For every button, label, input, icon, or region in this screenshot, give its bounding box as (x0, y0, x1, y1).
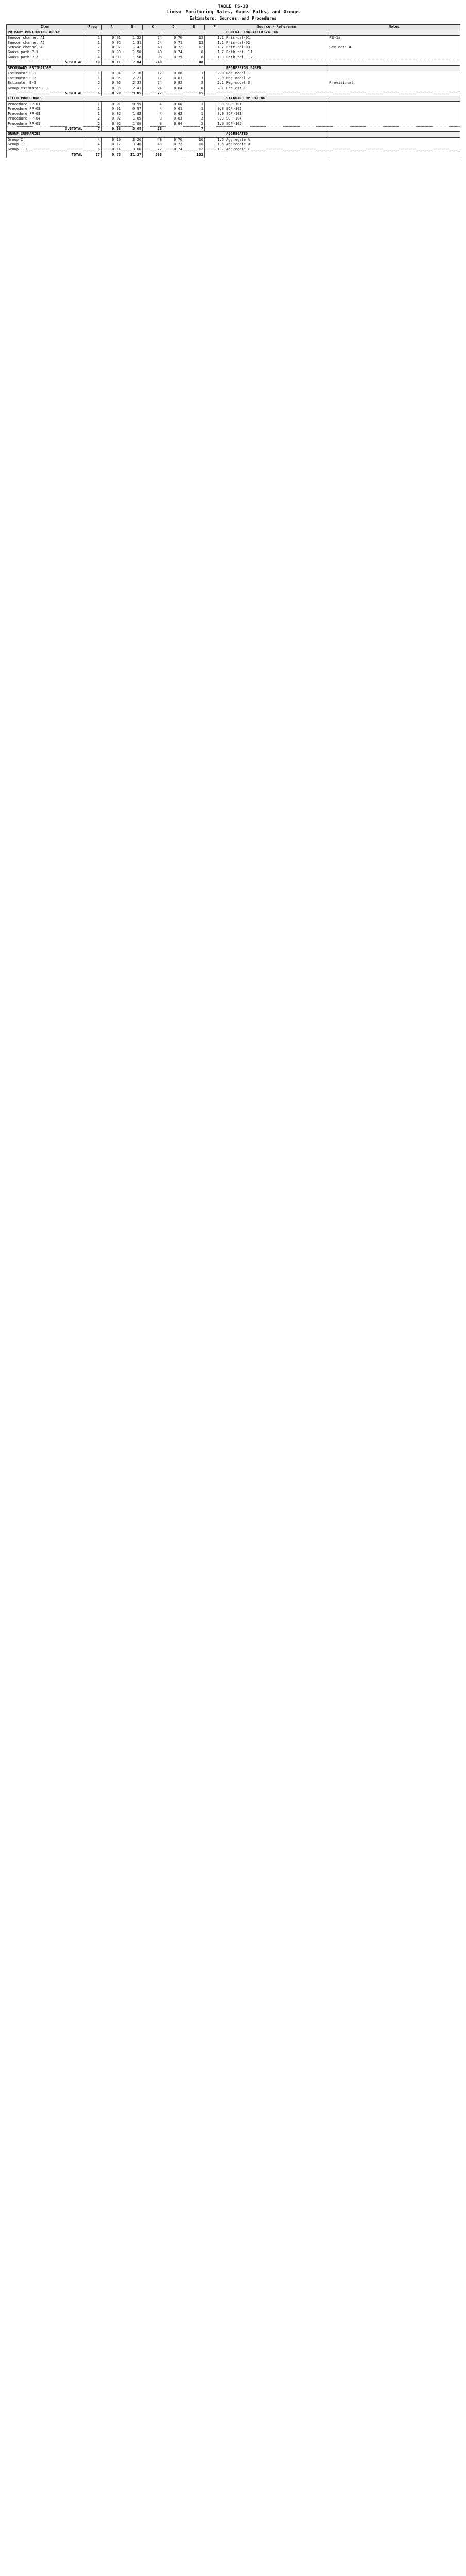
cell-freq: 1 (84, 76, 102, 81)
cell-e: 12 (184, 41, 205, 45)
cell-b: 2.41 (122, 86, 143, 91)
cell-notes: Provisional (328, 81, 460, 86)
cell-item: Procedure FP-02 (7, 107, 84, 111)
cell-c: 4 (143, 101, 163, 107)
cell-item: Group II (7, 142, 84, 147)
cell-item: Gauss path P-2 (7, 55, 84, 60)
cell-freq: 4 (84, 137, 102, 142)
column-header: C (143, 25, 163, 30)
cell-a: 0.05 (102, 76, 122, 81)
cell-e: 10 (184, 137, 205, 142)
cell-notes: FS-1a (328, 36, 460, 41)
cell-d: 0.72 (163, 142, 184, 147)
cell-d: 0.62 (163, 112, 184, 116)
cell-src: Reg-model 2 (225, 76, 328, 81)
column-header: Notes (328, 25, 460, 30)
table-row (7, 41, 460, 45)
cell-a: 0.02 (102, 45, 122, 50)
cell-item: Estimator E-3 (7, 81, 84, 86)
cell-src (225, 127, 328, 132)
cell-e: 3 (184, 81, 205, 86)
cell-src: Grp-est 1 (225, 86, 328, 91)
cell-f: 2.0 (205, 71, 225, 76)
cell-e: 1 (184, 101, 205, 107)
column-header: Freq (84, 25, 102, 30)
cell-c: 4 (143, 112, 163, 116)
cell-c: 508 (143, 152, 163, 158)
cell-freq: 1 (84, 107, 102, 111)
cell-e: 6 (184, 86, 205, 91)
cell-notes (328, 60, 460, 65)
cell-e: 12 (184, 147, 205, 152)
cell-f: 1.0 (205, 122, 225, 127)
cell-d: 0.71 (163, 41, 184, 45)
cell-freq: 6 (84, 91, 102, 96)
column-header: B (122, 25, 143, 30)
table-row (7, 101, 460, 107)
cell-c: 8 (143, 116, 163, 121)
cell-b: 1.23 (122, 36, 143, 41)
cell-d: 0.70 (163, 137, 184, 142)
cell-freq: 2 (84, 45, 102, 50)
cell-item: Procedure FP-05 (7, 122, 84, 127)
cell-e: 12 (184, 36, 205, 41)
section-title: FIELD PROCEDURES (7, 96, 225, 101)
cell-c: 72 (143, 147, 163, 152)
section-header-row (7, 132, 460, 137)
cell-e: 2 (184, 122, 205, 127)
cell-notes (328, 107, 460, 111)
cell-a: 0.75 (102, 152, 122, 158)
cell-freq: 2 (84, 50, 102, 55)
cell-freq: 10 (84, 60, 102, 65)
cell-f: 0.9 (205, 116, 225, 121)
cell-e: 15 (184, 91, 205, 96)
table-row (7, 137, 460, 142)
cell-c: 24 (143, 81, 163, 86)
cell-b: 1.05 (122, 116, 143, 121)
cell-e: 7 (184, 127, 205, 132)
cell-f: 1.7 (205, 147, 225, 152)
cell-a: 0.02 (102, 122, 122, 127)
cell-item: Sensor channel A1 (7, 36, 84, 41)
cell-b: 1.42 (122, 45, 143, 50)
section-notes (328, 30, 460, 35)
cell-b: 0.95 (122, 101, 143, 107)
cell-f (205, 127, 225, 132)
cell-b: 1.58 (122, 55, 143, 60)
section-title: GROUP SUMMARIES (7, 132, 225, 137)
cell-b: 5.08 (122, 127, 143, 132)
table-row (7, 147, 460, 152)
cell-src (225, 152, 328, 158)
cell-c: 12 (143, 76, 163, 81)
cell-src: SOP-105 (225, 122, 328, 127)
cell-c: 48 (143, 50, 163, 55)
cell-notes (328, 101, 460, 107)
cell-src: Prim-cal-02 (225, 41, 328, 45)
cell-src: Aggregate A (225, 137, 328, 142)
section-header-row (7, 65, 460, 71)
section-source: AGGREGATED (225, 132, 328, 137)
cell-src: Reg-model 3 (225, 81, 328, 86)
cell-d (163, 127, 184, 132)
section-title: SECONDARY ESTIMATORS (7, 65, 225, 71)
document-title (6, 4, 460, 21)
cell-e: 102 (184, 152, 205, 158)
cell-freq: 2 (84, 81, 102, 86)
cell-e: 3 (184, 76, 205, 81)
cell-b: 1.31 (122, 41, 143, 45)
cell-item: Procedure FP-04 (7, 116, 84, 121)
cell-src: Prim-cal-03 (225, 45, 328, 50)
section-header-row (7, 30, 460, 35)
cell-a: 0.14 (102, 147, 122, 152)
document-page (6, 4, 460, 158)
cell-src: Path ref. 12 (225, 55, 328, 60)
cell-b: 2.33 (122, 81, 143, 86)
title-line-3: Estimators, Sources, and Procedures (189, 15, 277, 21)
table-row (7, 71, 460, 76)
cell-a: 0.01 (102, 107, 122, 111)
cell-c: 12 (143, 71, 163, 76)
cell-f: 2.1 (205, 81, 225, 86)
cell-freq: 1 (84, 112, 102, 116)
subtotal-row (7, 127, 460, 132)
column-header: Item (7, 25, 84, 30)
cell-e: 6 (184, 55, 205, 60)
table-row (7, 116, 460, 121)
section-notes (328, 132, 460, 137)
cell-item: SUBTOTAL (7, 91, 84, 96)
cell-c: 96 (143, 55, 163, 60)
cell-freq: 1 (84, 71, 102, 76)
cell-src: Prim-cal-01 (225, 36, 328, 41)
cell-a: 0.01 (102, 36, 122, 41)
cell-b: 1.02 (122, 112, 143, 116)
cell-src: Aggregate B (225, 142, 328, 147)
cell-freq: 4 (84, 55, 102, 60)
cell-freq: 2 (84, 116, 102, 121)
cell-f: 0.8 (205, 101, 225, 107)
cell-c: 48 (143, 45, 163, 50)
table-row (7, 36, 460, 41)
cell-f (205, 91, 225, 96)
cell-notes (328, 122, 460, 127)
cell-notes (328, 50, 460, 55)
cell-d: 0.81 (163, 76, 184, 81)
cell-f: 1.3 (205, 55, 225, 60)
cell-item: Group III (7, 147, 84, 152)
cell-freq: 1 (84, 36, 102, 41)
cell-notes (328, 147, 460, 152)
section-notes (328, 96, 460, 101)
cell-a: 0.02 (102, 41, 122, 45)
cell-item: Estimator E-1 (7, 71, 84, 76)
cell-item: SUBTOTAL (7, 60, 84, 65)
cell-b: 3.20 (122, 137, 143, 142)
cell-d (163, 152, 184, 158)
cell-src: SOP-102 (225, 107, 328, 111)
cell-d: 0.63 (163, 116, 184, 121)
cell-f: 1.1 (205, 41, 225, 45)
cell-c: 24 (143, 36, 163, 41)
cell-notes (328, 55, 460, 60)
cell-f: 0.8 (205, 107, 225, 111)
cell-d: 0.74 (163, 147, 184, 152)
cell-notes: See note 4 (328, 45, 460, 50)
cell-b: 3.40 (122, 142, 143, 147)
cell-freq: 2 (84, 122, 102, 127)
cell-c: 4 (143, 107, 163, 111)
table-body (7, 30, 460, 157)
cell-f (205, 152, 225, 158)
cell-d: 0.70 (163, 36, 184, 41)
cell-c: 48 (143, 137, 163, 142)
data-table (6, 24, 460, 157)
cell-notes (328, 152, 460, 158)
cell-freq: 1 (84, 41, 102, 45)
table-row (7, 107, 460, 111)
cell-src: Path ref. 11 (225, 50, 328, 55)
cell-f: 0.9 (205, 112, 225, 116)
cell-f: 1.2 (205, 50, 225, 55)
column-header: E (184, 25, 205, 30)
column-header: F (205, 25, 225, 30)
cell-d: 0.72 (163, 45, 184, 50)
cell-e: 1 (184, 112, 205, 116)
cell-a: 0.02 (102, 116, 122, 121)
section-header-row (7, 96, 460, 101)
cell-e: 12 (184, 45, 205, 50)
cell-f: 1.1 (205, 36, 225, 41)
table-row (7, 86, 460, 91)
cell-d: 0.61 (163, 107, 184, 111)
cell-item: Procedure FP-03 (7, 112, 84, 116)
cell-c: 240 (143, 60, 163, 65)
cell-notes (328, 112, 460, 116)
column-header: Source / Reference (225, 25, 328, 30)
cell-notes (328, 41, 460, 45)
cell-notes (328, 91, 460, 96)
table-row (7, 55, 460, 60)
cell-freq: 6 (84, 147, 102, 152)
cell-a: 0.04 (102, 71, 122, 76)
cell-d: 0.82 (163, 81, 184, 86)
cell-d (163, 91, 184, 96)
cell-a: 0.02 (102, 112, 122, 116)
cell-b: 3.60 (122, 147, 143, 152)
cell-notes (328, 137, 460, 142)
cell-src: Reg-model 1 (225, 71, 328, 76)
cell-a: 0.20 (102, 91, 122, 96)
cell-b: 9.05 (122, 91, 143, 96)
cell-b: 1.50 (122, 50, 143, 55)
cell-b: 1.09 (122, 122, 143, 127)
cell-a: 0.10 (102, 137, 122, 142)
cell-notes (328, 116, 460, 121)
cell-f: 2.1 (205, 86, 225, 91)
section-notes (328, 65, 460, 71)
title-line-1: TABLE FS-3B (218, 4, 248, 9)
cell-item: Sensor channel A3 (7, 45, 84, 50)
cell-c: 24 (143, 41, 163, 45)
cell-a: 0.05 (102, 81, 122, 86)
section-source: GENERAL CHARACTERIZATION (225, 30, 328, 35)
cell-freq: 37 (84, 152, 102, 158)
table-row (7, 112, 460, 116)
cell-d (163, 60, 184, 65)
cell-item: Estimator E-2 (7, 76, 84, 81)
cell-notes (328, 142, 460, 147)
section-source: REGRESSION BASED (225, 65, 328, 71)
cell-d: 0.74 (163, 50, 184, 55)
cell-f (205, 60, 225, 65)
cell-b: 2.21 (122, 76, 143, 81)
cell-a: 0.12 (102, 142, 122, 147)
table-row (7, 81, 460, 86)
table-header (7, 25, 460, 30)
cell-a: 0.03 (102, 50, 122, 55)
cell-e: 6 (184, 50, 205, 55)
cell-notes (328, 71, 460, 76)
cell-e: 3 (184, 71, 205, 76)
cell-b: 7.04 (122, 60, 143, 65)
section-source: STANDARD OPERATING (225, 96, 328, 101)
cell-d: 0.84 (163, 86, 184, 91)
cell-item: Procedure FP-01 (7, 101, 84, 107)
cell-item: TOTAL (7, 152, 84, 158)
cell-e: 2 (184, 116, 205, 121)
section-title: PRIMARY MONITORING ARRAY (7, 30, 225, 35)
cell-e: 10 (184, 142, 205, 147)
cell-item: SUBTOTAL (7, 127, 84, 132)
cell-a: 0.08 (102, 127, 122, 132)
cell-src: SOP-103 (225, 112, 328, 116)
cell-src (225, 60, 328, 65)
cell-b: 0.97 (122, 107, 143, 111)
cell-item: Sensor channel A2 (7, 41, 84, 45)
cell-src (225, 91, 328, 96)
cell-notes (328, 86, 460, 91)
cell-src: Aggregate C (225, 147, 328, 152)
column-header: D (163, 25, 184, 30)
cell-f: 1.5 (205, 137, 225, 142)
cell-src: SOP-104 (225, 116, 328, 121)
cell-d: 0.75 (163, 55, 184, 60)
table-row (7, 50, 460, 55)
column-header: A (102, 25, 122, 30)
table-row (7, 45, 460, 50)
cell-d: 0.64 (163, 122, 184, 127)
cell-freq: 1 (84, 101, 102, 107)
table-row (7, 122, 460, 127)
cell-item: Group estimator G-1 (7, 86, 84, 91)
table-row (7, 76, 460, 81)
cell-freq: 4 (84, 142, 102, 147)
cell-d: 0.80 (163, 71, 184, 76)
cell-a: 0.03 (102, 55, 122, 60)
cell-b: 2.10 (122, 71, 143, 76)
cell-e: 1 (184, 107, 205, 111)
cell-notes (328, 76, 460, 81)
cell-a: 0.01 (102, 101, 122, 107)
cell-src: SOP-101 (225, 101, 328, 107)
cell-c: 48 (143, 142, 163, 147)
cell-notes (328, 127, 460, 132)
subtotal-row (7, 60, 460, 65)
table-row (7, 142, 460, 147)
cell-b: 31.37 (122, 152, 143, 158)
subtotal-row (7, 152, 460, 158)
cell-c: 8 (143, 122, 163, 127)
cell-item: Group I (7, 137, 84, 142)
cell-c: 72 (143, 91, 163, 96)
cell-item: Gauss path P-1 (7, 50, 84, 55)
title-line-2: Linear Monitoring Rates, Gauss Paths, and Groups (165, 10, 301, 15)
subtotal-row (7, 91, 460, 96)
cell-freq: 7 (84, 127, 102, 132)
cell-f: 2.0 (205, 76, 225, 81)
cell-c: 24 (143, 86, 163, 91)
cell-freq: 2 (84, 86, 102, 91)
cell-a: 0.06 (102, 86, 122, 91)
cell-a: 0.11 (102, 60, 122, 65)
cell-c: 28 (143, 127, 163, 132)
cell-f: 1.2 (205, 45, 225, 50)
cell-d: 0.60 (163, 101, 184, 107)
cell-f: 1.6 (205, 142, 225, 147)
cell-e: 48 (184, 60, 205, 65)
